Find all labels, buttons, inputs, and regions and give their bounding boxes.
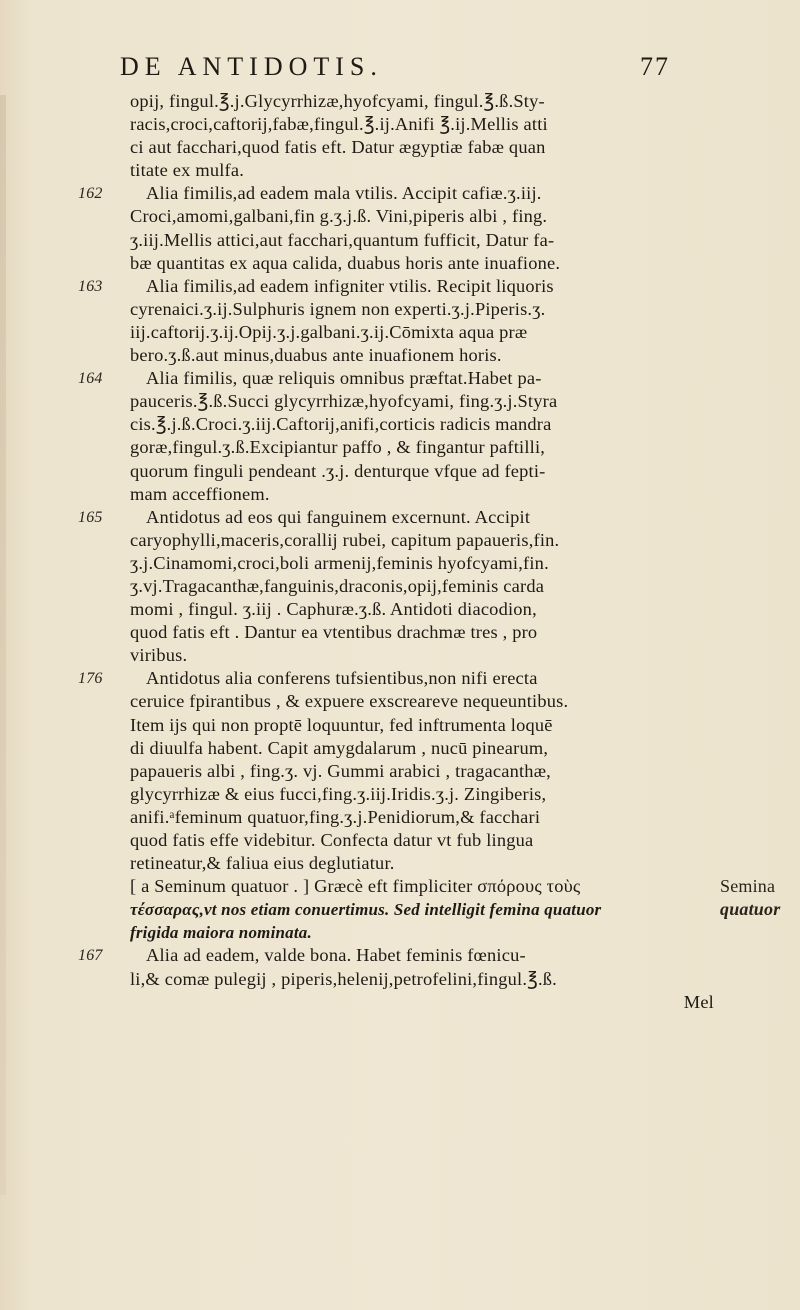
line-text: di diuulfa habent. Capit amygdalarum , nucū pinearum, bbox=[130, 737, 549, 758]
line-text: ʒ.iij.Mellis attici,aut facchari,quantum fufficit, Datur fa- bbox=[130, 229, 555, 250]
line-text: ci aut facchari,quod fatis eft. Datur ægyptiæ fabæ quan bbox=[130, 137, 546, 158]
line-text: [ a Seminum quatuor . ] Græcè eft fimpliciter σπόρους τοὺς bbox=[130, 876, 581, 897]
section-number: 162 bbox=[78, 185, 103, 203]
line-text: ʒ.vj.Tragacanthæ,fanguinis,draconis,opij,feminis carda bbox=[130, 575, 545, 596]
marginal-note: quatuor bbox=[720, 899, 781, 920]
text-line bbox=[78, 506, 720, 529]
section-number: 163 bbox=[78, 277, 103, 295]
line-text: ceruice fpirantibus , & expuere exscreareve nequeuntibus. bbox=[130, 691, 569, 712]
line-text: Alia ad eadem, valde bona. Habet feminis fœnicu- bbox=[146, 945, 526, 966]
text-line bbox=[130, 413, 720, 436]
text-line bbox=[130, 644, 720, 667]
page-edge-shadow bbox=[0, 95, 6, 1195]
line-text: titate ex mulfa. bbox=[130, 160, 245, 181]
line-text: racis,croci,caftorij,fabæ,fingul.℥.ij.Anifi ℥.ij.Mellis atti bbox=[130, 114, 548, 135]
text-line bbox=[130, 598, 720, 621]
text-line bbox=[130, 783, 720, 806]
text-line bbox=[130, 575, 720, 598]
line-text: iij.caftorij.ʒ.ij.Opij.ʒ.j.galbani.ʒ.ij.Cōmixta aqua præ bbox=[130, 321, 528, 342]
section-number: 176 bbox=[78, 670, 103, 688]
line-text: ʒ.j.Cinamomi,croci,boli armenij,feminis hyofcyami,fin. bbox=[130, 552, 549, 573]
text-line bbox=[130, 621, 720, 644]
text-line bbox=[130, 344, 720, 367]
line-text: Antidotus alia conferens tufsientibus,non nifi erecta bbox=[146, 668, 538, 689]
line-text: frigida maiora nominata. bbox=[130, 923, 312, 943]
body-text bbox=[78, 90, 781, 1014]
text-line bbox=[130, 159, 720, 182]
text-line bbox=[130, 875, 776, 898]
text-line bbox=[130, 298, 720, 321]
text-line bbox=[130, 321, 720, 344]
text-line bbox=[130, 436, 720, 459]
line-text: Alia fimilis, quæ reliquis omnibus præftat.Habet pa- bbox=[146, 368, 542, 389]
line-text: Antidotus ad eos qui fanguinem excernunt. Accipit bbox=[146, 506, 531, 527]
text-line bbox=[130, 737, 720, 760]
text-line bbox=[78, 944, 720, 967]
line-text: quod fatis eft . Dantur ea vtentibus drachmæ tres , pro bbox=[130, 622, 538, 643]
line-text: li,& comæ pulegij , piperis,helenij,petrofelini,fingul.℥.ß. bbox=[130, 968, 557, 989]
catchword: Mel bbox=[683, 991, 714, 1012]
line-text: caryophylli,maceris,corallij rubei, capitum papaueris,fin. bbox=[130, 529, 560, 550]
text-line bbox=[78, 275, 720, 298]
text-line bbox=[130, 921, 720, 944]
text-line bbox=[130, 252, 720, 275]
text-line bbox=[130, 460, 720, 483]
text-line bbox=[130, 552, 720, 575]
line-text: quod fatis effe videbitur. Confecta datur vt fub lingua bbox=[130, 830, 534, 850]
text-line bbox=[130, 136, 720, 159]
line-text: momi , fingul. ʒ.iij . Caphuræ.ʒ.ß. Antidoti diacodion, bbox=[130, 599, 537, 620]
line-text: retineatur,& faliua eius deglutiatur. bbox=[130, 853, 395, 874]
text-line bbox=[78, 367, 720, 390]
text-line bbox=[130, 90, 720, 113]
text-line bbox=[130, 829, 720, 852]
text-line bbox=[130, 806, 720, 829]
section-number: 167 bbox=[78, 947, 103, 965]
text-line bbox=[78, 182, 720, 205]
text-line bbox=[78, 667, 720, 690]
text-line bbox=[130, 229, 720, 252]
text-line bbox=[130, 113, 720, 136]
text-line bbox=[130, 852, 720, 875]
line-text: mam acceffionem. bbox=[130, 483, 270, 504]
line-text: Alia fimilis,ad eadem infigniter vtilis. Recipit liquoris bbox=[146, 275, 554, 296]
running-title: DE ANTIDOTIS. bbox=[120, 52, 383, 81]
line-text: cyrenaici.ʒ.ij.Sulphuris ignem non experti.ʒ.j.Piperis.ʒ. bbox=[130, 298, 546, 319]
line-text: papaueris albi , fing.ʒ. vj. Gummi arabici , tragacanthæ, bbox=[130, 760, 551, 781]
text-line bbox=[130, 390, 720, 413]
line-text: Alia fimilis,ad eadem mala vtilis. Accipit cafiæ.ʒ.iij. bbox=[146, 183, 542, 204]
section-number: 165 bbox=[78, 508, 103, 526]
catchword-line bbox=[130, 991, 720, 1014]
line-text: Croci,amomi,galbani,fin g.ʒ.j.ß. Vini,piperis albi , fing. bbox=[130, 206, 548, 227]
text-line bbox=[130, 483, 720, 506]
text-line bbox=[130, 690, 720, 713]
line-text: cis.℥.j.ß.Croci.ʒ.iij.Caftorij,anifi,corticis radicis mandra bbox=[130, 414, 552, 435]
page-number: 77 bbox=[640, 52, 670, 81]
text-line bbox=[130, 898, 781, 921]
marginal-note: Semina bbox=[720, 876, 776, 897]
line-text: viribus. bbox=[130, 645, 188, 666]
line-text: opij, fingul.℥.j.Glycyrrhizæ,hyofcyami, fingul.℥.ß.Sty- bbox=[130, 91, 545, 111]
text-line bbox=[130, 714, 720, 737]
line-text: quorum finguli pendeant .ʒ.j. denturque vfque ad fepti- bbox=[130, 460, 546, 481]
text-line bbox=[130, 968, 720, 991]
text-line bbox=[130, 205, 720, 228]
line-text: Item ijs qui non proptē loquuntur, fed inftrumenta loquē bbox=[130, 714, 553, 735]
line-text: pauceris.℥.ß.Succi glycyrrhizæ,hyofcyami, fing.ʒ.j.Styra bbox=[130, 391, 558, 412]
line-text: τέσσαρας,vt nos etiam conuertimus. Sed intelligit femina quatuor bbox=[130, 900, 602, 920]
line-text: glycyrrhizæ & eius fucci,fing.ʒ.iij.Iridis.ʒ.j. Zingiberis, bbox=[130, 783, 547, 804]
text-line bbox=[130, 529, 720, 552]
line-text: anifi.ᵃfeminum quatuor,fing.ʒ.j.Penidiorum,& facchari bbox=[130, 806, 541, 827]
section-number: 164 bbox=[78, 370, 103, 388]
line-text: goræ,fingul.ʒ.ß.Excipiantur paffo , & fingantur paftilli, bbox=[130, 437, 546, 458]
line-text: bero.ʒ.ß.aut minus,duabus ante inuafionem horis. bbox=[130, 345, 502, 366]
page-header bbox=[120, 52, 670, 82]
line-text: bæ quantitas ex aqua calida, duabus horis ante inuafione. bbox=[130, 252, 561, 273]
text-line bbox=[130, 760, 720, 783]
